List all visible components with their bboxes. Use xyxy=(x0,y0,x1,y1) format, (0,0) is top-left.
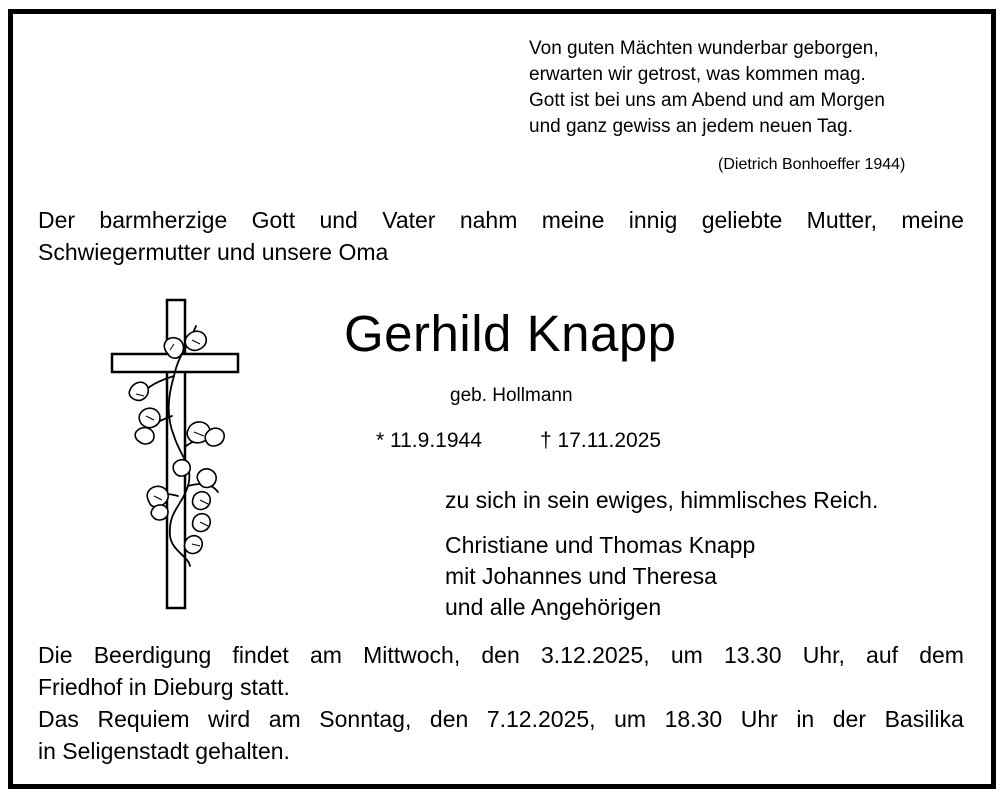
funeral-word: Basilika xyxy=(884,706,964,732)
bonhoeffer-poem xyxy=(529,36,885,140)
intro-text xyxy=(38,204,964,268)
cross-with-roses-icon xyxy=(108,296,242,614)
funeral-word: findet xyxy=(232,642,289,668)
intro-line-1 xyxy=(38,204,964,236)
intro-word: Mutter, xyxy=(806,207,877,233)
poem-line-1: Von guten Mächten wunderbar geborgen, xyxy=(529,38,879,59)
mourners xyxy=(445,530,755,623)
intro-word: meine xyxy=(901,207,964,233)
funeral-word: 3.12.2025, xyxy=(540,642,650,668)
mourner-line-3: und alle Angehörigen xyxy=(445,594,662,620)
intro-word: Gott xyxy=(251,207,296,233)
funeral-word: Die xyxy=(38,642,73,668)
mourner-line-2: mit Johannes und Theresa xyxy=(445,563,717,589)
intro-word: nahm xyxy=(459,207,518,233)
funeral-line-3 xyxy=(38,703,964,735)
birth-date: * 11.9.1944 xyxy=(376,429,482,452)
poem-line-3: Gott ist bei uns am Abend und am Morgen xyxy=(529,90,885,111)
funeral-word: auf xyxy=(866,642,899,668)
funeral-word: Sonntag, xyxy=(319,706,412,732)
funeral-word: Beerdigung xyxy=(93,642,212,668)
funeral-word: wird xyxy=(208,706,251,732)
poem-line-4: und ganz gewiss an jedem neuen Tag. xyxy=(529,116,853,137)
funeral-line-1 xyxy=(38,639,964,671)
funeral-word: am xyxy=(268,706,301,732)
funeral-word: um xyxy=(614,706,647,732)
intro-word: Der xyxy=(38,207,76,233)
funeral-word: 13.30 xyxy=(723,642,782,668)
funeral-word: der xyxy=(832,706,867,732)
intro-word: und xyxy=(319,207,358,233)
intro-word: Vater xyxy=(382,207,436,233)
intro-word: geliebte xyxy=(701,207,783,233)
funeral-word: den xyxy=(429,706,469,732)
funeral-word: Uhr xyxy=(740,706,778,732)
funeral-word: dem xyxy=(919,642,964,668)
intro-line-2: Schwiegermutter und unsere Oma xyxy=(38,239,389,265)
mourner-line-1: Christiane und Thomas Knapp xyxy=(445,532,756,558)
life-dates xyxy=(376,429,662,453)
funeral-info xyxy=(38,639,964,767)
funeral-word: Requiem xyxy=(97,706,190,732)
funeral-word: den xyxy=(481,642,520,668)
funeral-word: um xyxy=(670,642,703,668)
poem-line-2: erwarten wir getrost, was kommen mag. xyxy=(529,64,866,85)
funeral-word: am xyxy=(309,642,342,668)
intro-word: meine xyxy=(541,207,605,233)
funeral-word: Das xyxy=(38,706,79,732)
death-date: † 17.11.2025 xyxy=(540,429,662,452)
funeral-word: 18.30 xyxy=(664,706,723,732)
funeral-word: Uhr, xyxy=(802,642,845,668)
birth-name: geb. Hollmann xyxy=(450,385,573,406)
funeral-word: Mittwoch, xyxy=(363,642,461,668)
deceased-name: Gerhild Knapp xyxy=(344,305,677,362)
closing-line: zu sich in sein ewiges, himmlisches Reich. xyxy=(445,487,879,513)
funeral-word: in xyxy=(796,706,815,732)
funeral-line-2: Friedhof in Dieburg statt. xyxy=(38,674,290,700)
intro-word: innig xyxy=(628,207,678,233)
intro-word: barmherzige xyxy=(99,207,228,233)
poem-source: (Dietrich Bonhoeffer 1944) xyxy=(718,156,906,173)
funeral-word: 7.12.2025, xyxy=(486,706,596,732)
funeral-line-4: in Seligenstadt gehalten. xyxy=(38,738,290,764)
